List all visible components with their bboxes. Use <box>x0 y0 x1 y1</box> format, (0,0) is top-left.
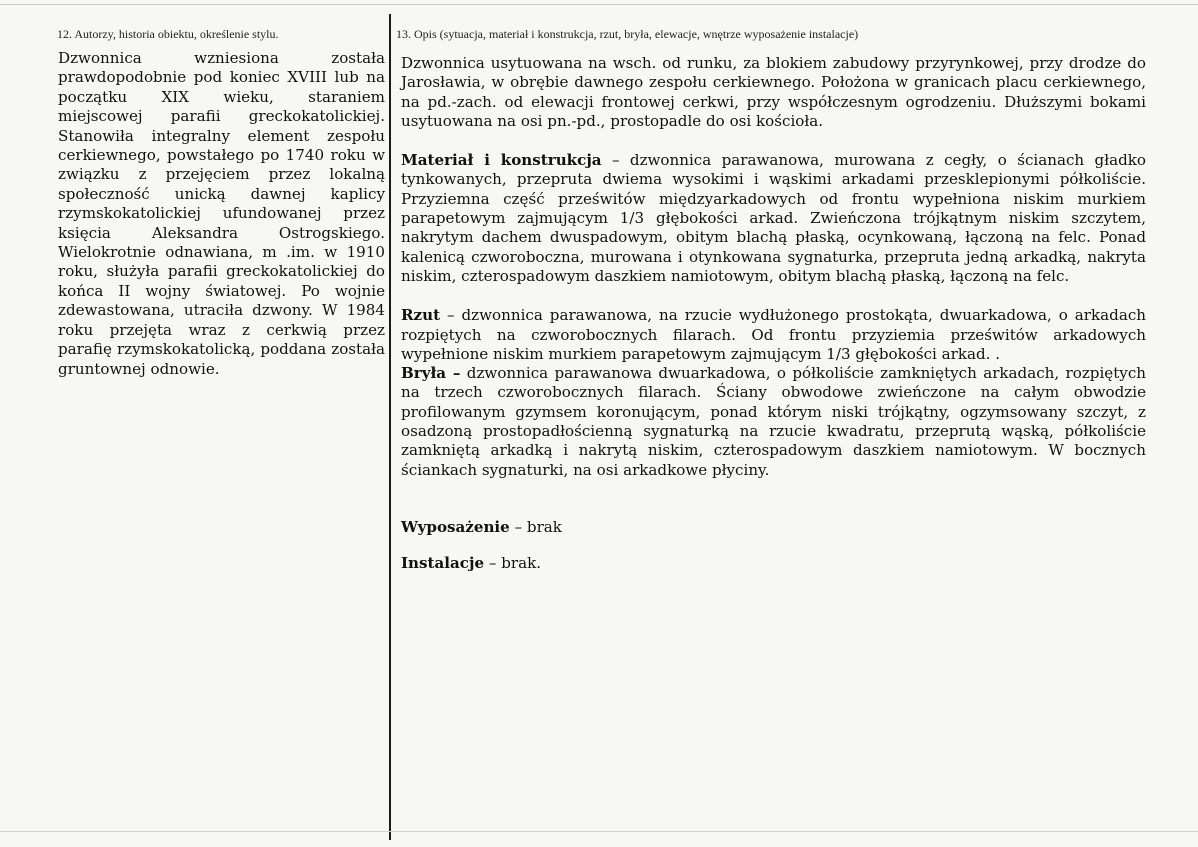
bottom-rule <box>0 831 1198 832</box>
rzut-label: Rzut <box>401 306 441 325</box>
material-text: – dzwonnica parawanowa, murowana z cegły, o ścianach gładko tynkowanych, przepruta dwiema wysokimi i wąskimi arkadami przesklepionymi półkoliście. Przyziemna część prześwitów międzyarkadowych od frontu wypełniona niskim murkiem parapetowym zajmującym 1/3 głębokości arkad. Zwieńczona trójkątnym niskim szczytem, nakrytym dachem dwuspadowym, obitym blachą płaską, ocynkowaną, łączoną na felc. Ponad kalenicą czworoboczna, murowana i otynkowana sygnaturka, przepruta jedną arkadką, nakryta niskim, czterospadowym daszkiem namiotowym, obitym blachą płaską, łączoną na felc. <box>401 151 1146 285</box>
top-rule <box>0 4 1198 5</box>
instalacje-paragraph <box>401 554 1146 573</box>
bryla-paragraph <box>401 364 1146 480</box>
wyposazenie-paragraph <box>401 518 1146 537</box>
bryla-text: dzwonnica parawanowa dwuarkadowa, o półkoliście zamkniętych arkadach, rozpiętych na trzech czworobocznych filarach. Ściany obwodowe zwieńczone na całym obwodzie profilowanym gzymsem koronującym, ponad którym niski trójkątny, ogzymsowany szczyt, z osadzoną prostopadłościenną sygnaturką na rzucie kwadratu, przeprutą wąską, półkoliście zamkniętą arkadką i nakrytą niskim, czterospadowym daszkiem namiotowym. W bocznych ściankach sygnaturki, na osi arkadkowe płyciny. <box>401 364 1146 479</box>
history-text: Dzwonnica wzniesiona została prawdopodobnie pod koniec XVIII lub na początku XIX wieku, staraniem miejscowej parafii greckokatolickiej. Stanowiła integralny element zespołu cerkiewnego, powstałego po 1740 roku w związku z przejęciem przez lokalną społeczność unicką dawnej kaplicy rzymskokatolickiej ufundowanej przez księcia Aleksandra Ostrogskiego. Wielokrotnie odnawiana, m .im. w 1910 roku, służyła parafii greckokatolickiej do końca II wojny światowej. Po wojnie zdewastowana, utraciła dzwony. W 1984 roku przejęta wraz z cerkwią przez parafię rzymskokatolicką, poddana została gruntownej odnowie. <box>58 49 385 378</box>
rzut-paragraph <box>401 306 1146 364</box>
instalacje-label: Instalacje <box>401 554 485 573</box>
history-heading: 12. Autorzy, historia obiektu, określenie stylu. <box>57 27 279 41</box>
description-section <box>401 54 1146 574</box>
wyposazenie-text: – brak <box>509 517 562 536</box>
situation-paragraph: Dzwonnica usytuowana na wsch. od runku, za blokiem zabudowy przyrynkowej, przy drodze do Jarosławia, w obrębie dawnego zespołu cerkiewnego. Położona w granicach placu cerkiewnego, na pd.-zach. od elewacji frontowej cerkwi, przy współczesnym ogrodzeniu. Dłuższymi bokami usytuowana na osi pn.-pd., prostopadle do osi kościoła. <box>401 54 1146 130</box>
material-label: Materiał i konstrukcja <box>401 151 602 170</box>
bryla-label: Bryła – <box>401 364 461 383</box>
rzut-text: – dzwonnica parawanowa, na rzucie wydłużonego prostokąta, dwuarkadowa, o arkadach rozpiętych na czworobocznych filarach. Od frontu przyziemia prześwitów arkadowych wypełnione niskim murkiem parapetowym zajmującym 1/3 głębokości arkad. . <box>401 306 1146 363</box>
description-heading: 13. Opis (sytuacja, materiał i konstrukcja, rzut, bryła, elewacje, wnętrze wyposażenie instalacje) <box>396 27 859 41</box>
wyposazenie-label: Wyposażenie <box>401 517 510 536</box>
instalacje-text: – brak. <box>484 554 542 573</box>
material-paragraph <box>401 151 1146 286</box>
column-divider <box>389 14 391 840</box>
